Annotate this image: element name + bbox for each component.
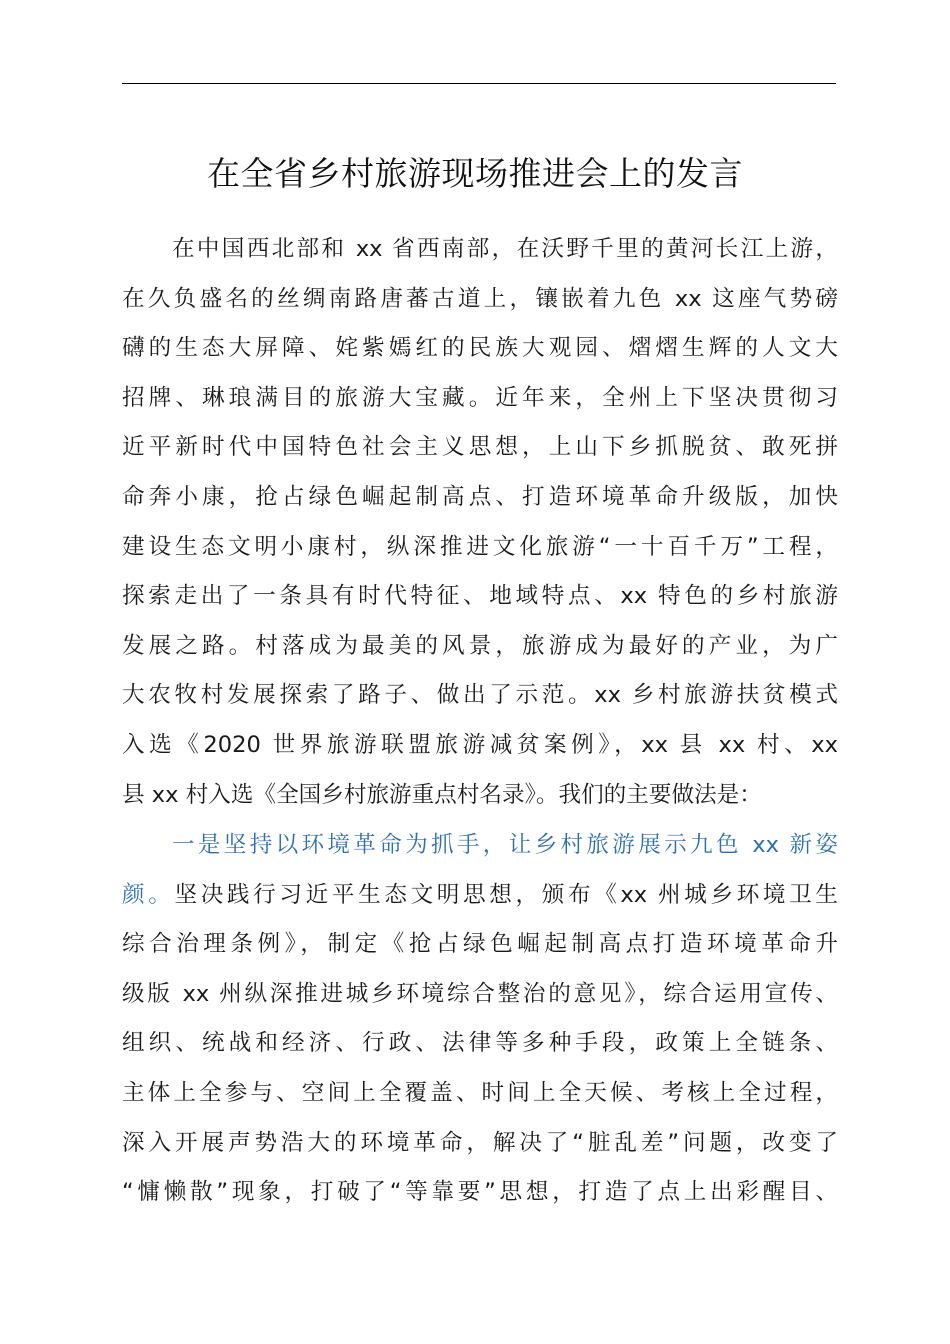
text-line: 县 xx 村入选《全国乡村旅游重点村名录》。我们的主要做法是：	[122, 781, 762, 808]
section-heading-end: 颜。	[122, 881, 175, 908]
text-line: 命奔小康，抢占绿色崛起制高点、打造环境革命升级版，加快	[122, 483, 838, 510]
text-line: 招牌、琳琅满目的旅游大宝藏。近年来，全州上下坚决贯彻习	[122, 384, 838, 411]
text-line: 发展之路。村落成为最美的风景，旅游成为最好的产业，为广	[122, 632, 838, 659]
text-segment: 坚决践行习近平生态文明思想，颁布《xx 州城乡环境卫生	[174, 881, 838, 908]
text-line: “慵懒散”现象，打破了“等靠要”思想，打造了点上出彩醒目、	[122, 1179, 838, 1206]
text-line: 组织、统战和经济、行政、法律等多种手段，政策上全链条、	[122, 1030, 838, 1057]
page-title: 在全省乡村旅游现场推进会上的发言	[207, 154, 743, 193]
text-line: 在中国西北部和 xx 省西南部，在沃野千里的黄河长江上游，	[172, 236, 838, 262]
text-line: 建设生态文明小康村，纵深推进文化旅游“一十百千万”工程，	[122, 533, 838, 560]
text-line: 深入开展声势浩大的环境革命，解决了“脏乱差”问题，改变了	[122, 1129, 838, 1156]
text-line: 综合治理条例》，制定《抢占绿色崛起制高点打造环境革命升	[122, 931, 838, 958]
paragraph-environment	[122, 821, 838, 1218]
text-line: 级版 xx 州纵深推进城乡环境综合整治的意见》，综合运用宣传、	[122, 980, 838, 1007]
text-line: 在久负盛名的丝绸南路唐蕃古道上，镶嵌着九色 xx 这座气势磅	[122, 285, 838, 312]
text-line: 主体上全参与、空间上全覆盖、时间上全天候、考核上全过程，	[122, 1079, 838, 1106]
header-rule	[122, 83, 836, 84]
text-line: 探索走出了一条具有时代特征、地域特点、xx 特色的乡村旅游	[122, 583, 838, 610]
text-line: 礴的生态大屏障、姹紫嫣红的民族大观园、熠熠生辉的人文大	[122, 335, 838, 362]
text-line: 入选《2020 世界旅游联盟旅游减贫案例》，xx 县 xx 村、xx	[122, 731, 838, 758]
section-heading: 一是坚持以环境革命为抓手，让乡村旅游展示九色 xx 新姿	[172, 832, 838, 858]
paragraph-intro	[122, 225, 838, 820]
text-line: 近平新时代中国特色社会主义思想，上山下乡抓脱贫、敢死拼	[122, 434, 838, 461]
text-line: 大农牧村发展探索了路子、做出了示范。xx 乡村旅游扶贫模式	[122, 682, 838, 709]
text-line	[122, 871, 838, 921]
